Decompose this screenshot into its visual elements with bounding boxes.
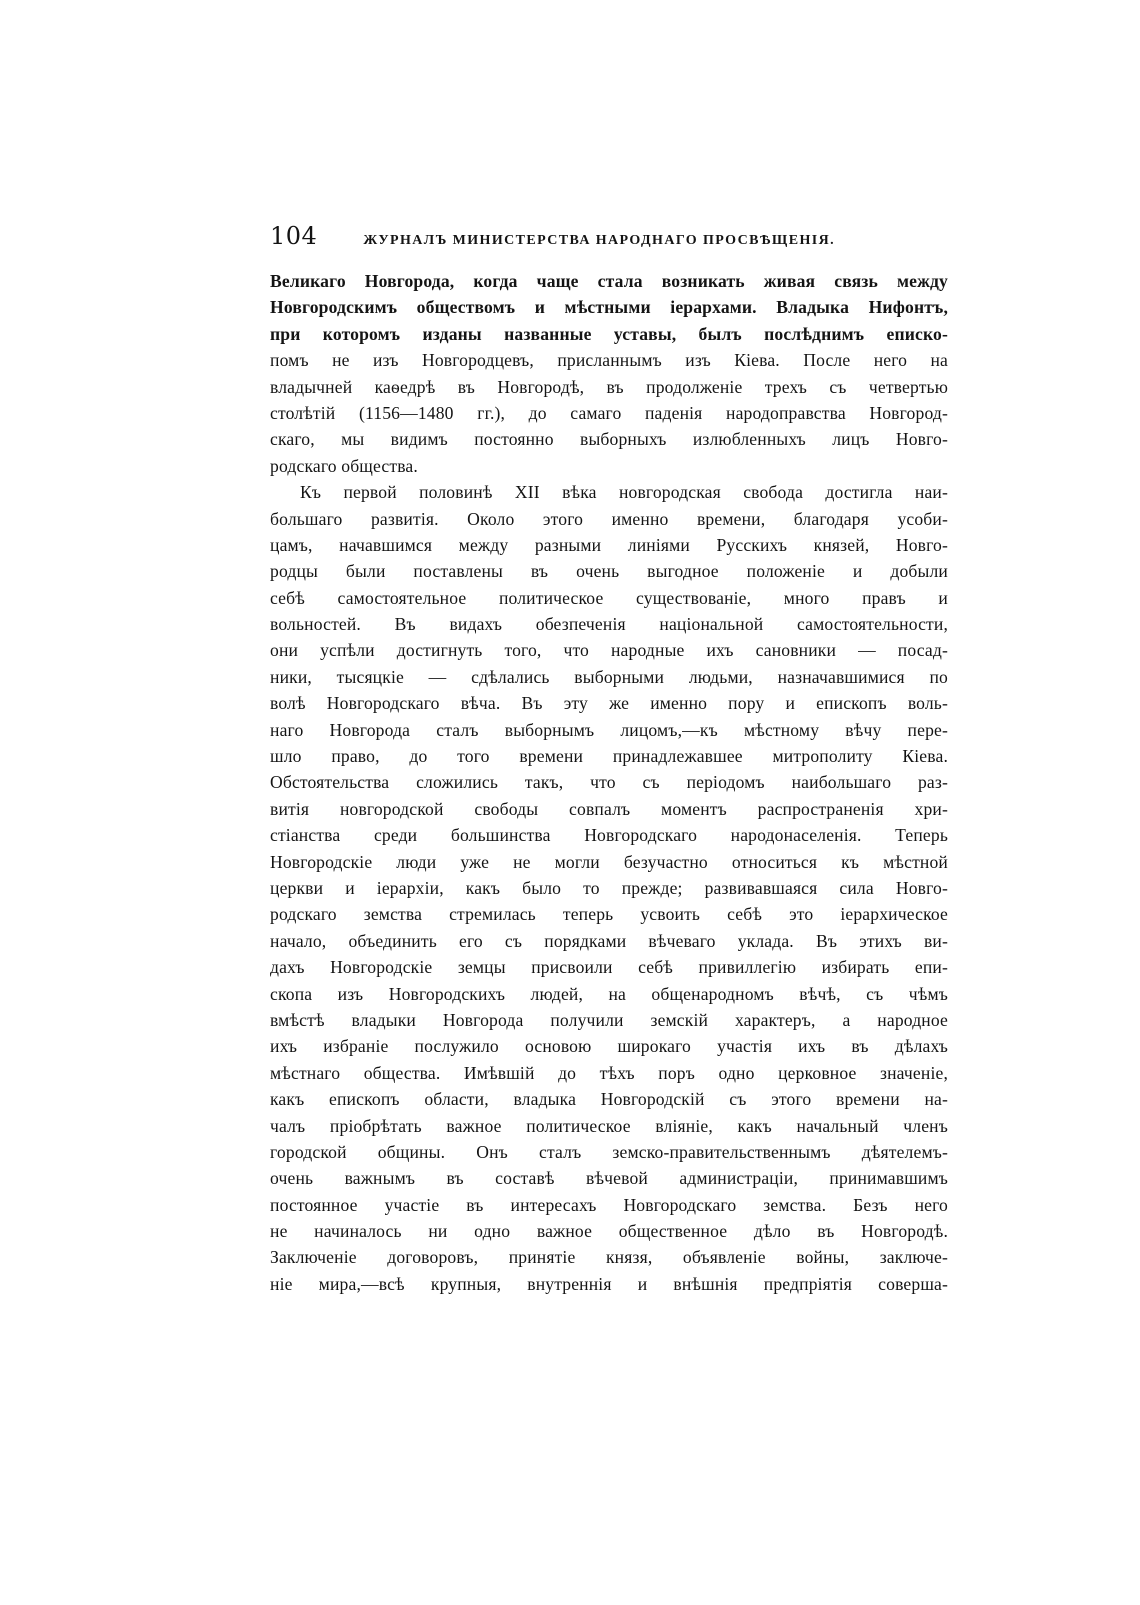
text-line: цамъ, начавшимся между разными линіями Русскихъ князей, Новго- xyxy=(270,534,948,555)
text-line: Новгородскіе люди уже не могли безучастно относиться къ мѣстной xyxy=(270,851,948,872)
text-line: владычней каѳедрѣ въ Новгородѣ, въ продолженіе трехъ съ четвертью xyxy=(270,376,948,397)
text-line: помъ не изъ Новгородцевъ, присланнымъ изъ Кіева. После него на xyxy=(270,350,948,371)
text-line: родскаго земства стремилась теперь усвоить себѣ это іерархическое xyxy=(270,904,948,925)
text-line: церкви и іерархіи, какъ было то прежде; развивавшаяся сила Новго- xyxy=(270,877,948,898)
text-line: столѣтій (1156—1480 гг.), до самаго паденія народоправства Новгород- xyxy=(270,402,948,423)
text-line: ніе мира,—всѣ крупныя, внутреннія и внѣшнія предпріятія соверша- xyxy=(270,1273,948,1294)
text-line: наго Новгорода сталъ выборнымъ лицомъ,—къ мѣстному вѣчу пере- xyxy=(270,719,948,740)
text-line: городской общины. Онъ сталъ земско-правительственнымъ дѣятелемъ- xyxy=(270,1141,948,1162)
text-line: скопа изъ Новгородскихъ людей, на общенародномъ вѣчѣ, съ чѣмъ xyxy=(270,983,948,1004)
text-line: стіанства среди большинства Новгородскаго народонаселенія. Теперь xyxy=(270,825,948,846)
text-line: чалъ пріобрѣтать важное политическое вліяніе, какъ начальный членъ xyxy=(270,1115,948,1136)
paragraph-first-line: Къ первой половинѣ XII вѣка новгородская свобода достигла наи- xyxy=(300,482,948,503)
text-line: вольностей. Въ видахъ обезпеченія національной самостоятельности, xyxy=(270,614,948,635)
text-line: они успѣли достигнуть того, что народные ихъ сановники — посад- xyxy=(270,640,948,661)
page-number: 104 xyxy=(270,222,318,250)
text-line: Обстоятельства сложились такъ, что съ періодомъ наибольшаго раз- xyxy=(270,772,948,793)
text-line: большаго развитія. Около этого именно времени, благодаря усоби- xyxy=(270,508,948,529)
text-line: вмѣстѣ владыки Новгорода получили земскій характеръ, а народное xyxy=(270,1009,948,1030)
journal-title: ЖУРНАЛЪ МИНИСТЕРСТВА НАРОДНАГО ПРОСВѢЩЕНІЯ. xyxy=(363,233,835,248)
text-line: какъ епископъ области, владыка Новгородскій съ этого времени на- xyxy=(270,1089,948,1110)
text-line: Великаго Новгорода, когда чаще стала возникать живая связь между xyxy=(270,271,948,291)
text-line: скаго, мы видимъ постоянно выборныхъ излюбленныхъ лицъ Новго- xyxy=(270,429,948,450)
text-line: не начиналось ни одно важное общественное дѣло въ Новгородѣ. xyxy=(270,1221,948,1242)
text-line: ихъ избраніе послужило основою широкаго участія ихъ въ дѣлахъ xyxy=(270,1036,948,1057)
body-text xyxy=(270,268,948,1297)
text-line: родскаго общества. xyxy=(270,455,418,476)
text-line: Новгородскимъ обществомъ и мѣстными іерархами. Владыка Нифонтъ, xyxy=(270,297,948,318)
running-head xyxy=(270,222,948,262)
text-line: родцы были поставлены въ очень выгодное положеніе и добыли xyxy=(270,561,948,582)
text-line: дахъ Новгородскіе земцы присвоили себѣ привиллегію избирать епи- xyxy=(270,957,948,978)
text-line: постоянное участіе въ интересахъ Новгородскаго земства. Безъ него xyxy=(270,1194,948,1215)
text-line: шло право, до того времени принадлежавшее митрополиту Кіева. xyxy=(270,746,948,767)
text-line: ники, тысяцкіе — сдѣлались выборными людьми, назначавшимися по xyxy=(270,666,948,687)
text-line: мѣстнаго общества. Имѣвшій до тѣхъ поръ одно церковное значеніе, xyxy=(270,1062,948,1083)
text-line: Заключеніе договоровъ, принятіе князя, объявленіе войны, заключе- xyxy=(270,1247,948,1268)
text-line: волѣ Новгородскаго вѣча. Въ эту же именно пору и епископъ воль- xyxy=(270,693,948,714)
text-line: начало, объединить его съ порядками вѣчеваго уклада. Въ этихъ ви- xyxy=(270,930,948,951)
book-page xyxy=(270,222,948,1297)
text-line: при которомъ изданы названные уставы, былъ послѣднимъ еписко- xyxy=(270,323,948,344)
text-line: очень важнымъ въ составѣ вѣчевой администраціи, принимавшимъ xyxy=(270,1168,948,1189)
text-line: витія новгородской свободы совпалъ моментъ распространенія хри- xyxy=(270,798,948,819)
text-line: себѣ самостоятельное политическое существованіе, много правъ и xyxy=(270,587,948,608)
